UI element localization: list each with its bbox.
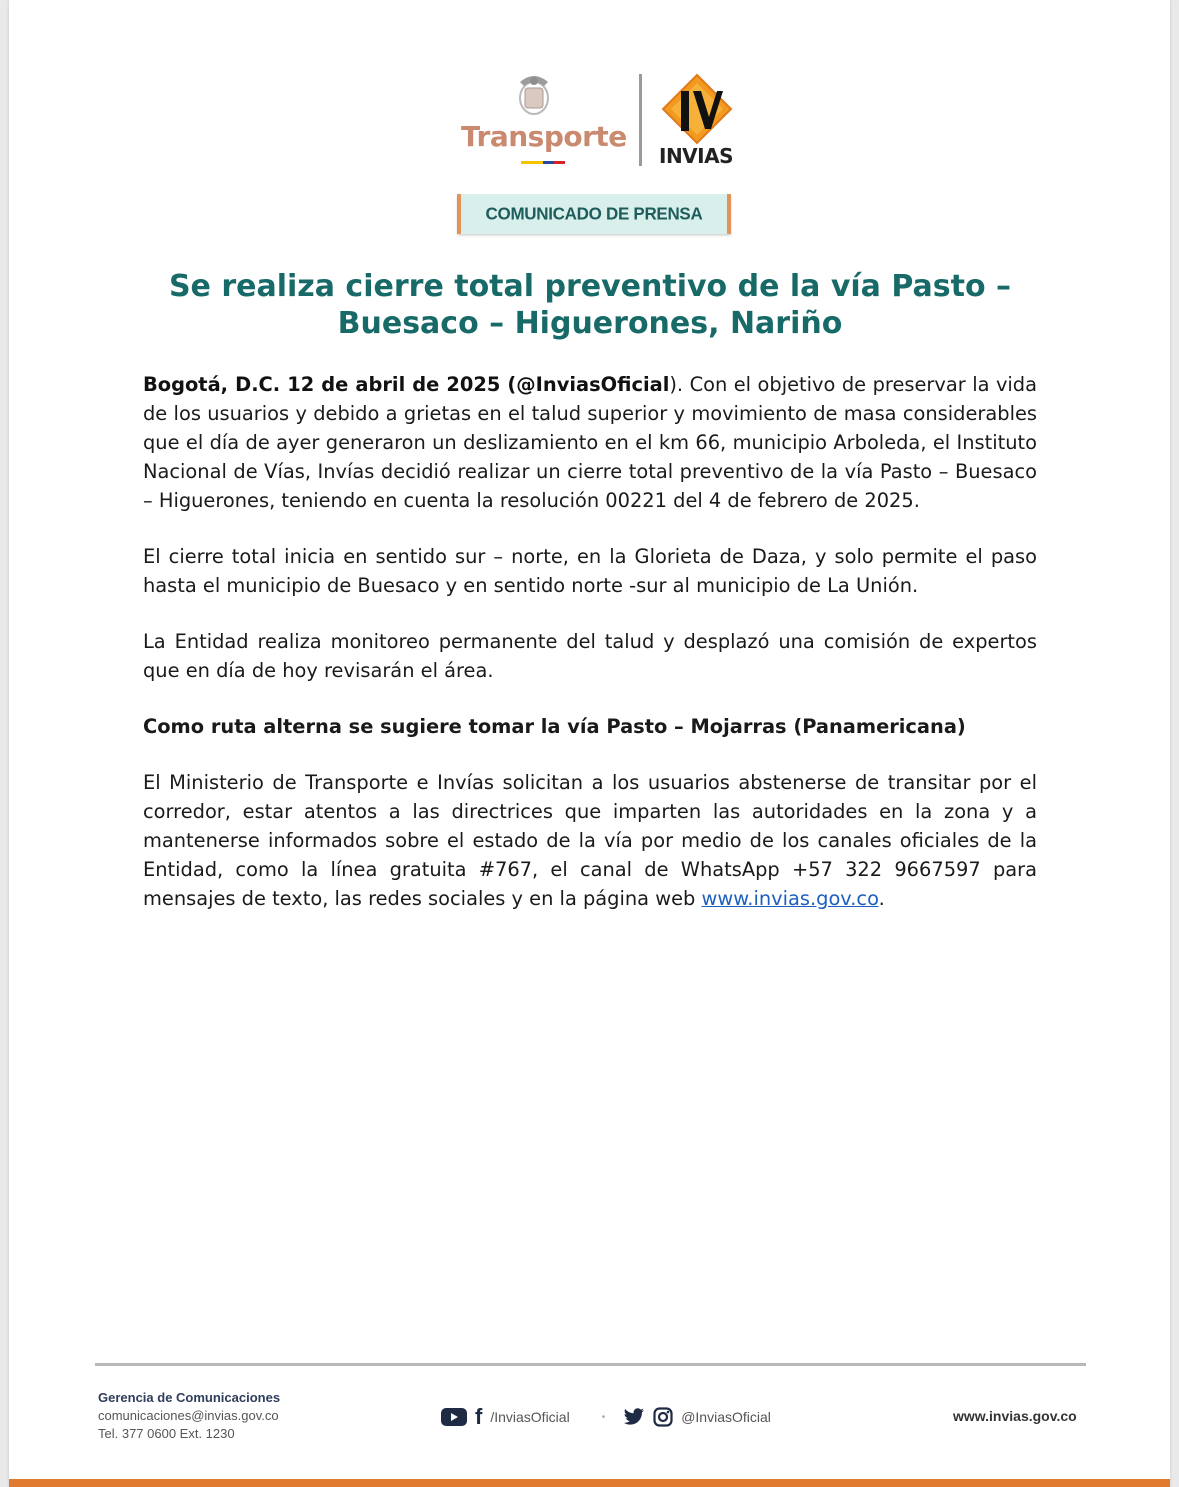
footer-social bbox=[441, 1405, 771, 1429]
footer-website[interactable]: www.invias.gov.co bbox=[953, 1408, 1077, 1424]
footer-divider bbox=[95, 1363, 1086, 1366]
flag-bar bbox=[521, 161, 565, 164]
intro-text: ). Con el objetivo de preservar la vida de los usuarios y debido a grietas en el talud superior y movimiento de masa considerables que el día de ayer generaron un deslizamiento en el km 66, municipio Arboleda, el Instituto Nacional de Vías, Invías decidió realizar un cierre total preventivo de la vía Pasto – Buesaco – Higuerones, teniendo en cuenta la resolución 00221 del 4 de febrero de 2025. bbox=[143, 373, 1037, 512]
twitter-icon[interactable] bbox=[623, 1408, 645, 1426]
dateline: Bogotá, D.C. 12 de abril de 2025 (@InviasOficial bbox=[143, 373, 670, 396]
website-link[interactable]: www.invias.gov.co bbox=[701, 887, 879, 910]
header-logos bbox=[455, 70, 745, 170]
ministry-label: Transporte bbox=[461, 120, 627, 153]
article-body bbox=[143, 370, 1037, 940]
recommendation-end: . bbox=[878, 887, 885, 910]
bottom-accent-bar bbox=[9, 1479, 1170, 1487]
footer-email: comunicaciones@invias.gov.co bbox=[98, 1408, 279, 1423]
paragraph-closure: El cierre total inicia en sentido sur – norte, en la Glorieta de Daza, y solo permite el paso hasta el municipio de Buesaco y en sentido norte -sur al municipio de La Unión. bbox=[143, 545, 1037, 597]
agency-label: INVIAS bbox=[659, 144, 733, 168]
instagram-icon[interactable] bbox=[653, 1407, 673, 1427]
recommendation-text: El Ministerio de Transporte e Invías solicitan a los usuarios abstenerse de transitar por el corredor, estar atentos a las directrices que imparten las autoridades en la zona y a mantenerse informados sobre el estado de la vía por medio de los canales oficiales de la Entidad, como la línea gratuita #767, el canal de WhatsApp +57 322 9667597 para mensajes de texto, las redes sociales y en la página web bbox=[143, 771, 1037, 910]
twitter-handle[interactable]: @InviasOficial bbox=[681, 1409, 771, 1425]
paragraph-recommendation bbox=[143, 768, 1037, 913]
paragraph-monitoring: La Entidad realiza monitoreo permanente del talud y desplazó una comisión de expertos que en día de hoy revisarán el área. bbox=[143, 630, 1037, 682]
facebook-icon[interactable]: f bbox=[475, 1404, 483, 1429]
page-title bbox=[109, 268, 1071, 342]
separator-dot: • bbox=[601, 1411, 606, 1423]
press-release-banner: COMUNICADO DE PRENSA bbox=[457, 194, 731, 234]
facebook-handle[interactable]: /InviasOficial bbox=[490, 1409, 570, 1425]
youtube-icon[interactable] bbox=[441, 1408, 467, 1426]
title-line-1: Se realiza cierre total preventivo de la vía Pasto – bbox=[168, 269, 1012, 304]
colombia-seal-icon bbox=[511, 72, 557, 118]
paragraph-intro bbox=[143, 370, 1037, 515]
alternate-route-heading: Como ruta alterna se sugiere tomar la vía Pasto – Mojarras (Panamericana) bbox=[143, 715, 966, 738]
document-page bbox=[9, 0, 1170, 1487]
footer-contact bbox=[98, 1389, 280, 1443]
footer-department: Gerencia de Comunicaciones bbox=[98, 1390, 281, 1405]
footer-phone: Tel. 377 0600 Ext. 1230 bbox=[98, 1426, 235, 1441]
invias-logo-icon bbox=[661, 73, 733, 145]
logo-divider bbox=[639, 74, 642, 166]
title-line-2: Buesaco – Higuerones, Nariño bbox=[337, 306, 843, 341]
